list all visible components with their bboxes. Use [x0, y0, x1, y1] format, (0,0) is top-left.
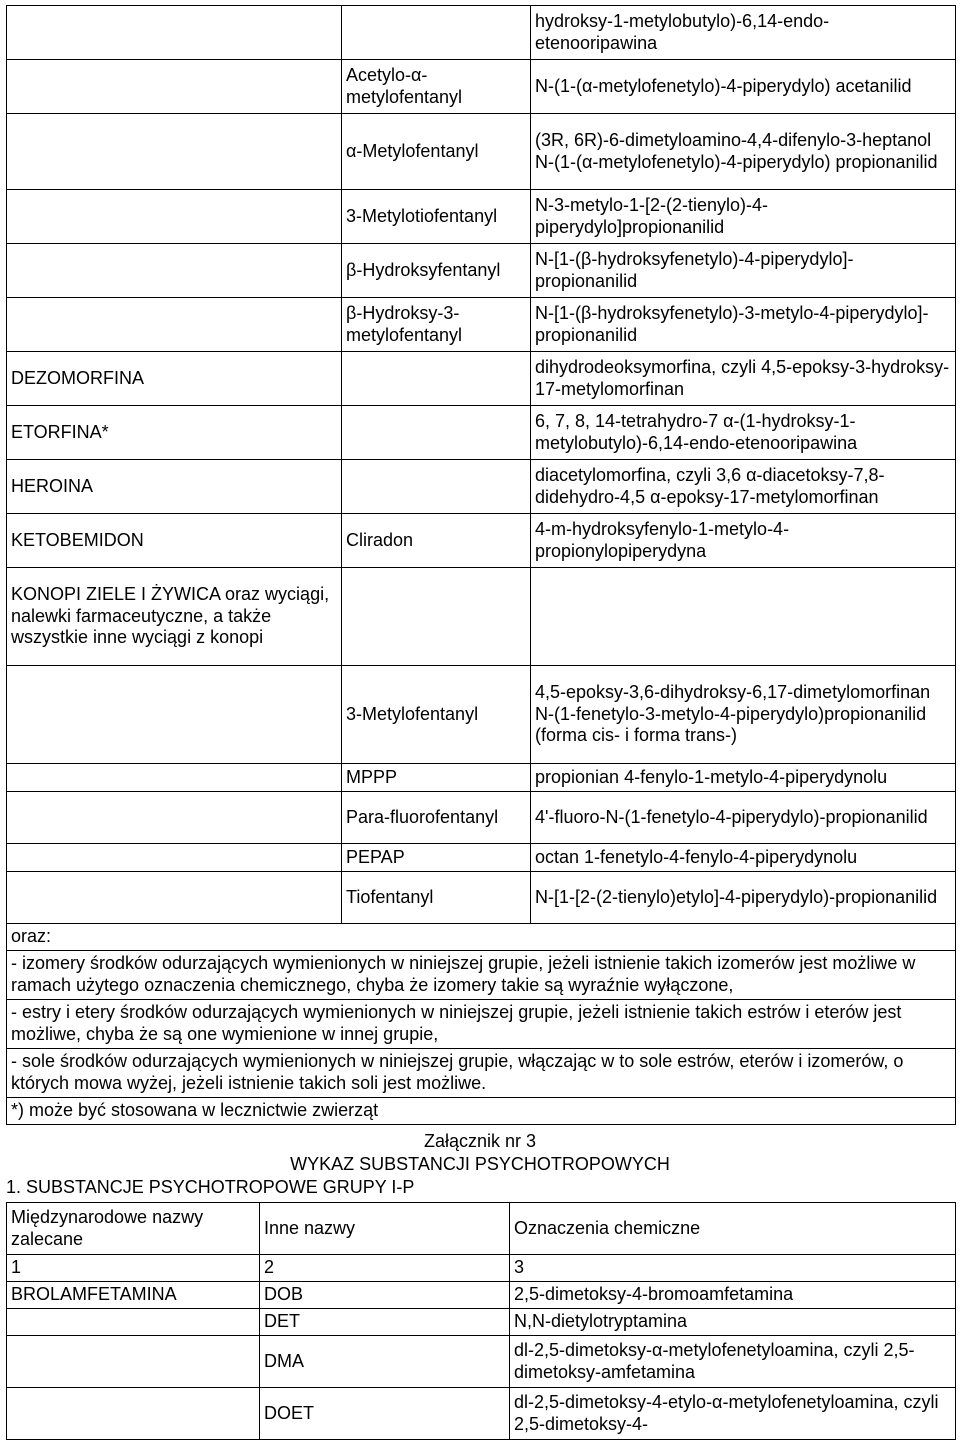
other-name-cell [342, 406, 531, 460]
chemical-name-cell: N-[1-(β-hydroksyfenetylo)-3-metylo-4-piperydylo]-propionanilid [531, 298, 956, 352]
international-name-cell: HEROINA [7, 460, 342, 514]
header-other-names: Inne nazwy [260, 1203, 510, 1255]
note-isomers: - izomery środków odurzających wymienionych w niniejszej grupie, jeżeli istnienie takich izomerów jest możliwe w ramach użytego oznaczenia chemicznego, chyba że izomery takie są wyraźnie wyłączone, [7, 950, 956, 999]
chemical-name-cell: 2,5-dimetoksy-4-bromoamfetamina [510, 1282, 956, 1309]
table-row [7, 190, 956, 244]
international-name-cell [7, 666, 342, 764]
international-name-cell [7, 114, 342, 190]
note-salts: - sole środków odurzających wymienionych w niniejszej grupie, włączając w to sole estrów, eterów i izomerów, o których mowa wyżej, jeżeli istnienie takich soli jest możliwe. [7, 1048, 956, 1097]
annex-subtitle: WYKAZ SUBSTANCJI PSYCHOTROPOWYCH [290, 1154, 670, 1174]
table-row [7, 844, 956, 872]
chemical-name-cell: N-[1-(β-hydroksyfenetylo)-4-piperydylo]-propionanilid [531, 244, 956, 298]
other-name-cell: Tiofentanyl [342, 872, 531, 924]
international-name-cell [7, 1388, 260, 1440]
table-row [7, 666, 956, 764]
chemical-name-cell [531, 568, 956, 666]
other-name-cell [342, 568, 531, 666]
note-row [7, 1048, 956, 1097]
table-row [7, 514, 956, 568]
chemical-name-cell: N-[1-[2-(2-tienylo)etylo]-4-piperydylo)-propionanilid [531, 872, 956, 924]
chemical-name-cell: N-3-metylo-1-[2-(2-tienylo)-4-piperydylo]propionanilid [531, 190, 956, 244]
column-number: 3 [510, 1255, 956, 1282]
table-row [7, 298, 956, 352]
table-row [7, 460, 956, 514]
international-name-cell: KONOPI ZIELE I ŻYWICA oraz wyciągi, nalewki farmaceutyczne, a także wszystkie inne wyciągi z konopi [7, 568, 342, 666]
header-chemical-names: Oznaczenia chemiczne [510, 1203, 956, 1255]
international-name-cell [7, 190, 342, 244]
other-name-cell: DOB [260, 1282, 510, 1309]
other-name-cell: Para-fluorofentanyl [342, 792, 531, 844]
note-row [7, 1097, 956, 1124]
psychotropic-table [6, 1202, 956, 1440]
table-row [7, 764, 956, 792]
chemical-name-cell: hydroksy-1-metylobutylo)-6,14-endo-etenooripawina [531, 6, 956, 60]
international-name-cell [7, 844, 342, 872]
other-name-cell: 3-Metylofentanyl [342, 666, 531, 764]
table-row [7, 6, 956, 60]
international-name-cell: BROLAMFETAMINA [7, 1282, 260, 1309]
oraz-row [7, 924, 956, 951]
other-name-cell: β-Hydroksyfentanyl [342, 244, 531, 298]
note-row [7, 999, 956, 1048]
chemical-name-cell: 6, 7, 8, 14-tetrahydro-7 α-(1-hydroksy-1-metylobutylo)-6,14-endo-etenooripawina [531, 406, 956, 460]
other-name-cell: 3-Metylotiofentanyl [342, 190, 531, 244]
international-name-cell [7, 764, 342, 792]
other-name-cell: Cliradon [342, 514, 531, 568]
group-title: 1. SUBSTANCJE PSYCHOTROPOWE GRUPY I-P [6, 1177, 415, 1197]
other-name-cell: PEPAP [342, 844, 531, 872]
table-row [7, 568, 956, 666]
other-name-cell [342, 6, 531, 60]
international-name-cell [7, 872, 342, 924]
header-international-names: Międzynarodowe nazwy zalecane [7, 1203, 260, 1255]
international-name-cell: KETOBEMIDON [7, 514, 342, 568]
international-name-cell [7, 1336, 260, 1388]
chemical-name-cell: N-(1-(α-metylofenetylo)-4-piperydylo) acetanilid [531, 60, 956, 114]
other-name-cell: DET [260, 1309, 510, 1336]
table-row [7, 792, 956, 844]
table-row [7, 1336, 956, 1388]
other-name-cell: α-Metylofentanyl [342, 114, 531, 190]
chemical-name-cell: octan 1-fenetylo-4-fenylo-4-piperydynolu [531, 844, 956, 872]
chemical-name-cell: 4-m-hydroksyfenylo-1-metylo-4-propionylopiperydyna [531, 514, 956, 568]
international-name-cell [7, 1309, 260, 1336]
column-number: 1 [7, 1255, 260, 1282]
narcotics-table [6, 5, 956, 1125]
table-row [7, 406, 956, 460]
table-row [7, 244, 956, 298]
international-name-cell [7, 60, 342, 114]
annex-title: Załącznik nr 3 [423, 1131, 537, 1151]
other-name-cell: DMA [260, 1336, 510, 1388]
chemical-name-cell: N,N-dietylotryptamina [510, 1309, 956, 1336]
oraz-label: oraz: [7, 924, 956, 951]
international-name-cell [7, 792, 342, 844]
international-name-cell: DEZOMORFINA [7, 352, 342, 406]
other-name-cell [342, 460, 531, 514]
international-name-cell [7, 298, 342, 352]
chemical-name-cell: 4,5-epoksy-3,6-dihydroksy-6,17-dimetylomorfinan N-(1-fenetylo-3-metylo-4-piperydylo)propionanilid (forma cis- i forma trans-) [531, 666, 956, 764]
note-veterinary: *) może być stosowana w lecznictwie zwierząt [7, 1097, 956, 1124]
table-row [7, 114, 956, 190]
other-name-cell [342, 352, 531, 406]
chemical-name-cell: (3R, 6R)-6-dimetyloamino-4,4-difenylo-3-heptanol N-(1-(α-metylofenetylo)-4-piperydylo) propionanilid [531, 114, 956, 190]
other-name-cell: Acetylo-α-metylofentanyl [342, 60, 531, 114]
table-row [7, 1282, 956, 1309]
table-row [7, 60, 956, 114]
international-name-cell [7, 244, 342, 298]
international-name-cell [7, 6, 342, 60]
chemical-name-cell: propionian 4-fenylo-1-metylo-4-piperydynolu [531, 764, 956, 792]
table-row [7, 1309, 956, 1336]
chemical-name-cell: diacetylomorfina, czyli 3,6 α-diacetoksy-7,8-didehydro-4,5 α-epoksy-17-metylomorfinan [531, 460, 956, 514]
chemical-name-cell: dl-2,5-dimetoksy-α-metylofenetyloamina, czyli 2,5-dimetoksy-amfetamina [510, 1336, 956, 1388]
chemical-name-cell: dl-2,5-dimetoksy-4-etylo-α-metylofenetyloamina, czyli 2,5-dimetoksy-4- [510, 1388, 956, 1440]
international-name-cell: ETORFINA* [7, 406, 342, 460]
other-name-cell: MPPP [342, 764, 531, 792]
number-row [7, 1255, 956, 1282]
table-row [7, 352, 956, 406]
other-name-cell: β-Hydroksy-3-metylofentanyl [342, 298, 531, 352]
header-row [7, 1203, 956, 1255]
chemical-name-cell: dihydrodeoksymorfina, czyli 4,5-epoksy-3-hydroksy-17-metylomorfinan [531, 352, 956, 406]
table-row [7, 1388, 956, 1440]
other-name-cell: DOET [260, 1388, 510, 1440]
column-number: 2 [260, 1255, 510, 1282]
table-row [7, 872, 956, 924]
note-row [7, 950, 956, 999]
chemical-name-cell: 4'-fluoro-N-(1-fenetylo-4-piperydylo)-propionanilid [531, 792, 956, 844]
note-esters: - estry i etery środków odurzających wymienionych w niniejszej grupie, jeżeli istnienie takich estrów i eterów jest możliwe, chyba że są one wymienione w innej grupie, [7, 999, 956, 1048]
